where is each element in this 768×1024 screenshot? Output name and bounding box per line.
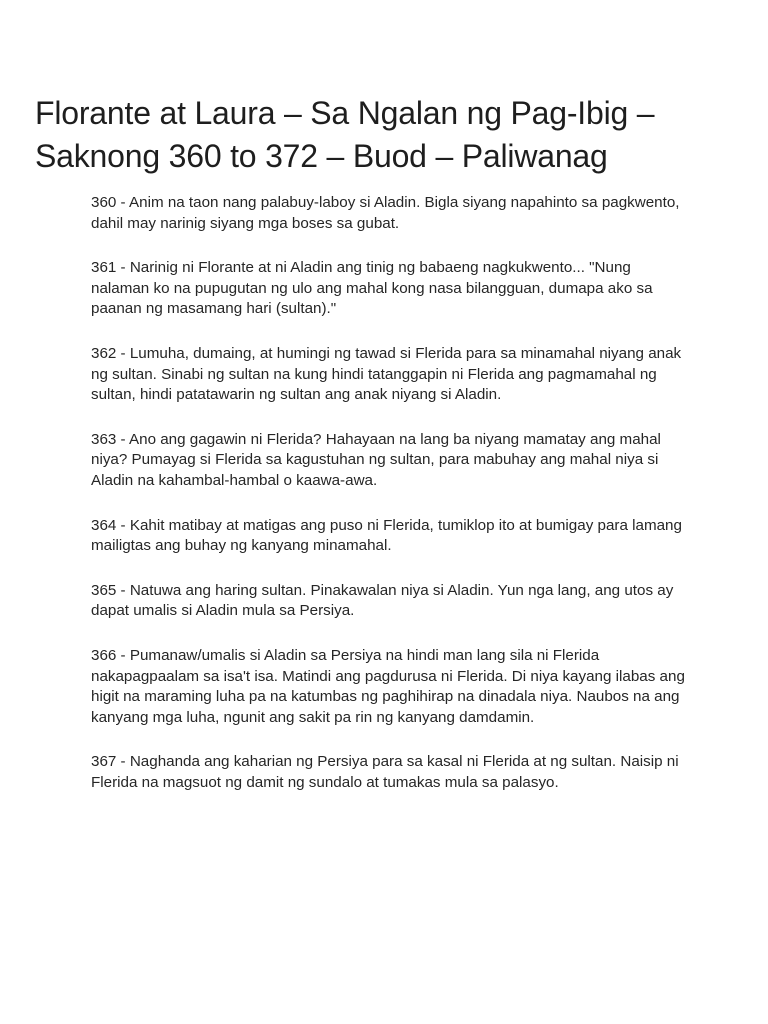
page-title: Florante at Laura – Sa Ngalan ng Pag-Ibig – Saknong 360 to 372 – Buod – Paliwanag bbox=[35, 95, 655, 174]
paragraph-364: 364 - Kahit matibay at matigas ang puso ni Flerida, tumiklop ito at bumigay para lamang mailigtas ang buhay ng kanyang minamahal. bbox=[91, 516, 682, 555]
paragraph-365: 365 - Natuwa ang haring sultan. Pinakawalan niya si Aladin. Yun nga lang, ang utos ay dapat umalis si Aladin mula sa Persiya. bbox=[91, 581, 674, 620]
paragraph-360: 360 - Anim na taon nang palabuy-laboy si Aladin. Bigla siyang napahinto sa pagkwento, dahil may narinig siyang mga boses sa gubat. bbox=[91, 194, 680, 232]
paragraph-362: 362 - Lumuha, dumaing, at humingi ng tawad si Flerida para sa minamahal niyang anak ng sultan. Sinabi ng sultan na kung hindi tatanggapin ni Flerida ang pagmamahal ng sultan, hindi patatawarin ng sultan ang anak niyang si Aladin. bbox=[91, 344, 682, 404]
paragraph-363: 363 - Ano ang gagawin ni Flerida? Hahayaan na lang ba niyang mamatay ang mahal niya? Pumayag si Flerida sa kagustuhan ng sultan, para mabuhay ang mahal niya si Aladin na kahambal-hambal o kaawa-awa. bbox=[91, 430, 661, 489]
paragraph-367: 367 - Naghanda ang kaharian ng Persiya para sa kasal ni Flerida at ng sultan. Naisip ni Flerida na magsuot ng damit ng sundalo at tumakas mula sa palasyo. bbox=[91, 753, 679, 791]
paragraph-366: 366 - Pumanaw/umalis si Aladin sa Persiya na hindi man lang sila ni Flerida nakapagpaalam sa isa't isa. Matindi ang pagdurusa ni Flerida. Di niya kayang ilabas ang higit na maraming luha pa na katumbas ng paghihirap na dinadala niya. Naubos na ang kanyang mga luha, ngunit ang sakit pa rin ng kanyang damdamin. bbox=[91, 646, 685, 726]
paragraph-361: 361 - Narinig ni Florante at ni Aladin ang tinig ng babaeng nagkukwento... "Nung nalaman ko na pupugutan ng ulo ang mahal kong nasa bilangguan, dumapa ako sa paanan ng masamang hari (sultan)." bbox=[91, 259, 653, 318]
document-body bbox=[91, 193, 691, 817]
